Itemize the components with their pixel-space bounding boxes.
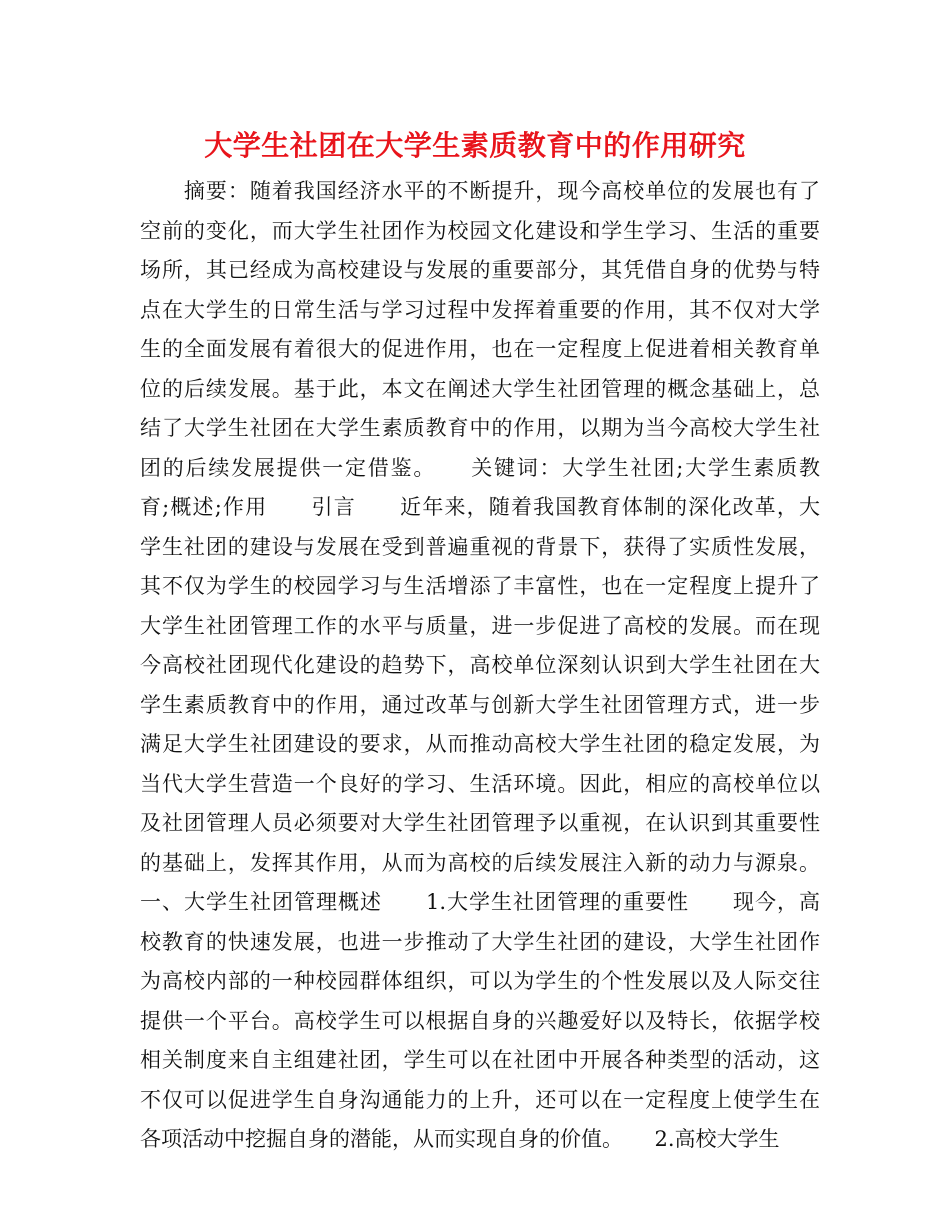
body-line: 学生素质教育中的作用，通过改革与创新大学生社团管理方式，进一步 <box>140 692 820 717</box>
document-title: 大学生社团在大学生素质教育中的作用研究 <box>204 129 746 162</box>
body-line: 空前的变化，而大学生社团作为校园文化建设和学生学习、生活的重要 <box>140 218 820 243</box>
body-line: 的基础上，发挥其作用，从而为高校的后续发展注入新的动力与源泉。 <box>140 850 820 875</box>
body-line: 校教育的快速发展，也进一步推动了大学生社团的建设，大学生社团作 <box>140 929 820 954</box>
body-line: 生的全面发展有着很大的促进作用，也在一定程度上促进着相关教育单 <box>140 337 820 361</box>
body-line: 当代大学生营造一个良好的学习、生活环境。因此，相应的高校单位以 <box>140 771 820 796</box>
body-line: 提供一个平台。高校学生可以根据自身的兴趣爱好以及特长，依据学校 <box>140 1008 820 1033</box>
body-line: 场所，其已经成为高校建设与发展的重要部分，其凭借自身的优势与特 <box>140 258 820 282</box>
body-line: 学生社团的建设与发展在受到普遍重视的背景下，获得了实质性发展， <box>140 534 820 559</box>
body-line: 位的后续发展。基于此，本文在阐述大学生社团管理的概念基础上，总 <box>140 376 820 401</box>
body-line: 各项活动中挖掘自身的潜能，从而实现自身的价值。 2.高校大学生 <box>140 1127 780 1151</box>
body-line: 大学生社团管理工作的水平与质量，进一步促进了高校的发展。而在现 <box>140 613 820 638</box>
body-line: 摘要：随着我国经济水平的不断提升，现今高校单位的发展也有了 <box>140 179 820 203</box>
body-line: 其不仅为学生的校园学习与生活增添了丰富性，也在一定程度上提升了 <box>140 574 820 598</box>
body-line: 满足大学生社团建设的要求，从而推动高校大学生社团的稳定发展，为 <box>140 732 820 756</box>
body-line: 育;概述;作用 引言 近年来，随着我国教育体制的深化改革，大 <box>140 495 820 519</box>
document-body <box>140 172 820 1160</box>
body-line: 不仅可以促进学生自身沟通能力的上升，还可以在一定程度上使学生在 <box>140 1087 820 1112</box>
body-line: 相关制度来自主组建社团，学生可以在社团中开展各种类型的活动，这 <box>140 1048 820 1072</box>
body-line: 及社团管理人员必须要对大学生社团管理予以重视，在认识到其重要性 <box>140 811 820 835</box>
body-line: 团的后续发展提供一定借鉴。 关键词：大学生社团;大学生素质教 <box>140 455 820 480</box>
body-line: 一、大学生社团管理概述 1.大学生社团管理的重要性 现今，高 <box>140 890 820 914</box>
body-line: 点在大学生的日常生活与学习过程中发挥着重要的作用，其不仅对大学 <box>140 297 820 322</box>
body-line: 结了大学生社团在大学生素质教育中的作用，以期为当今高校大学生社 <box>140 416 820 440</box>
body-line: 今高校社团现代化建设的趋势下，高校单位深刻认识到大学生社团在大 <box>140 653 820 677</box>
body-line: 为高校内部的一种校园群体组织，可以为学生的个性发展以及人际交往 <box>140 969 820 993</box>
